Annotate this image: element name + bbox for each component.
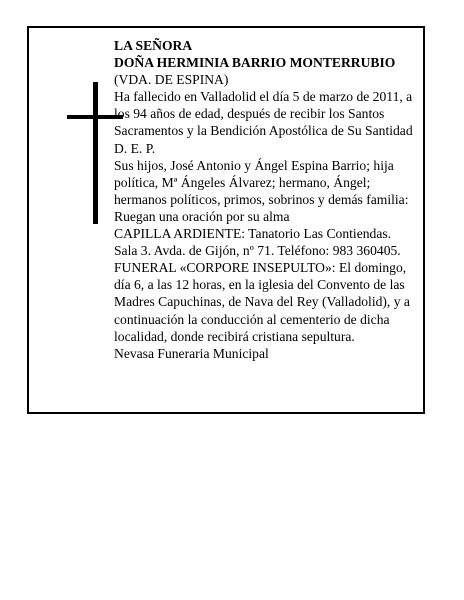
cross-vertical-bar (93, 82, 98, 224)
chapel-address-line: Sala 3. Avda. de Gijón, nº 71. Teléfono: 983 360405. (114, 243, 401, 259)
funeral-line: día 6, a las 12 horas, en la iglesia del Convento de las (114, 277, 405, 293)
family-line: política, Mª Ángeles Álvarez; hermano, Ángel; (114, 174, 371, 190)
family-line: Sus hijos, José Antonio y Ángel Espina Barrio; hija (114, 157, 394, 173)
notice-title: LA SEÑORA (114, 38, 193, 53)
notice-line: Ha fallecido en Valladolid el día 5 de marzo de 2011, a (114, 89, 413, 105)
funeral-line: FUNERAL «CORPORE INSEPULTO»: El domingo, (114, 260, 407, 276)
widow-note: (VDA. DE ESPINA) (114, 72, 229, 88)
funeral-line: localidad, donde recibirá cristiana sepultura. (114, 328, 355, 344)
notice-line: Sacramentos y la Bendición Apostólica de Su Santidad (114, 123, 413, 139)
deceased-name: DOÑA HERMINIA BARRIO MONTERRUBIO (114, 55, 396, 71)
rip-line: D. E. P. (114, 140, 156, 156)
funeral-line: Madres Capuchinas, de Nava del Rey (Valladolid), y a (114, 294, 410, 310)
funeral-line: continuación la conducción al cementerio de dicha (114, 311, 390, 327)
prayer-line: Ruegan una oración por su alma (114, 208, 290, 224)
funeral-home-line: Nevasa Funeraria Municipal (114, 345, 269, 361)
notice-line: los 94 años de edad, después de recibir los Santos (114, 106, 385, 122)
chapel-line: CAPILLA ARDIENTE: Tanatorio Las Contiendas. (114, 226, 392, 242)
obituary-text (114, 37, 419, 362)
family-line: hermanos políticos, primos, sobrinos y demás familia: (114, 191, 409, 207)
